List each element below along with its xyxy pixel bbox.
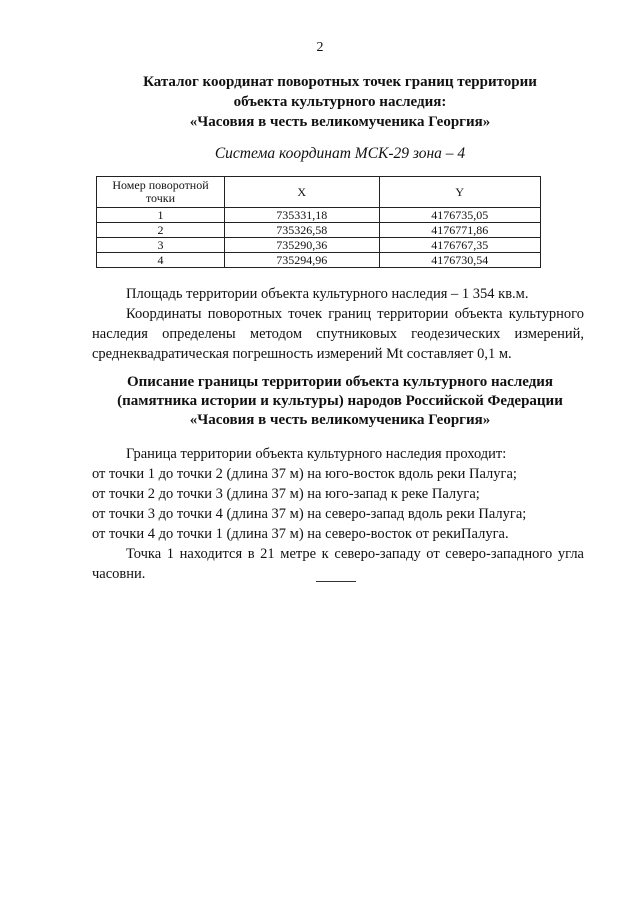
boundary-segment: от точки 1 до точки 2 (длина 37 м) на юго-восток вдоль реки Палуга; <box>92 466 517 482</box>
y-coordinate-cell: 4176730,54 <box>379 253 541 268</box>
point-number-cell: 1 <box>97 208 225 223</box>
table-row <box>97 238 541 253</box>
table-row <box>97 208 541 223</box>
point-number-cell: 2 <box>97 223 225 238</box>
table-row <box>97 253 541 268</box>
coordinate-system-label: Система координат МСК-29 зона – 4 <box>214 145 466 162</box>
boundary-intro: Граница территории объекта культурного наследия проходит: <box>126 446 507 462</box>
boundary-segment: от точки 2 до точки 3 (длина 37 м) на юго-запад к реке Палуга; <box>92 486 480 502</box>
header-point-number-label: Номер поворотной точки <box>112 178 209 205</box>
y-coordinate-cell: 4176767,35 <box>379 238 541 253</box>
header-point-number <box>97 177 225 208</box>
y-coordinate-cell: 4176771,86 <box>379 223 541 238</box>
table-row <box>97 223 541 238</box>
point-number-cell: 3 <box>97 238 225 253</box>
boundary-description <box>92 444 584 584</box>
x-coordinate-cell: 735326,58 <box>225 223 379 238</box>
coordinates-table <box>96 176 541 268</box>
header-y: Y <box>379 177 541 208</box>
area-paragraph: Площадь территории объекта культурного наследия – 1 354 кв.м. <box>126 286 529 302</box>
closing-divider <box>316 581 356 582</box>
final-note: Точка 1 находится в 21 метре к северо-западу от северо-западного угла часовни. <box>92 546 584 582</box>
boundary-description-title <box>70 373 610 430</box>
y-coordinate-cell: 4176735,05 <box>379 208 541 223</box>
catalog-title-line: «Часовия в честь великомученика Георгия» <box>189 114 491 130</box>
boundary-title-line: «Часовия в честь великомученика Георгия» <box>189 412 491 428</box>
page-number: 2 <box>316 40 324 55</box>
boundary-segment: от точки 4 до точки 1 (длина 37 м) на северо-восток от рекиПалуга. <box>92 526 509 542</box>
table-header-row <box>97 177 541 208</box>
boundary-segment: от точки 3 до точки 4 (длина 37 м) на северо-запад вдоль реки Палуга; <box>92 506 527 522</box>
catalog-title-line: объекта культурного наследия: <box>233 94 447 110</box>
boundary-title-line: (памятника истории и культуры) народов Российской Федерации <box>117 393 563 409</box>
x-coordinate-cell: 735290,36 <box>225 238 379 253</box>
coordinates-method-paragraph: Координаты поворотных точек границ территории объекта культурного наследия определены методом спутниковых геодезических измерений, среднеквадратическая погрешность измерений Mt составляет 0,1 м. <box>92 306 584 362</box>
boundary-title-line: Описание границы территории объекта культурного наследия <box>126 374 554 390</box>
x-coordinate-cell: 735294,96 <box>225 253 379 268</box>
catalog-title <box>70 72 610 132</box>
catalog-title-line: Каталог координат поворотных точек границ территории <box>143 74 537 90</box>
header-x: X <box>225 177 379 208</box>
x-coordinate-cell: 735331,18 <box>225 208 379 223</box>
point-number-cell: 4 <box>97 253 225 268</box>
